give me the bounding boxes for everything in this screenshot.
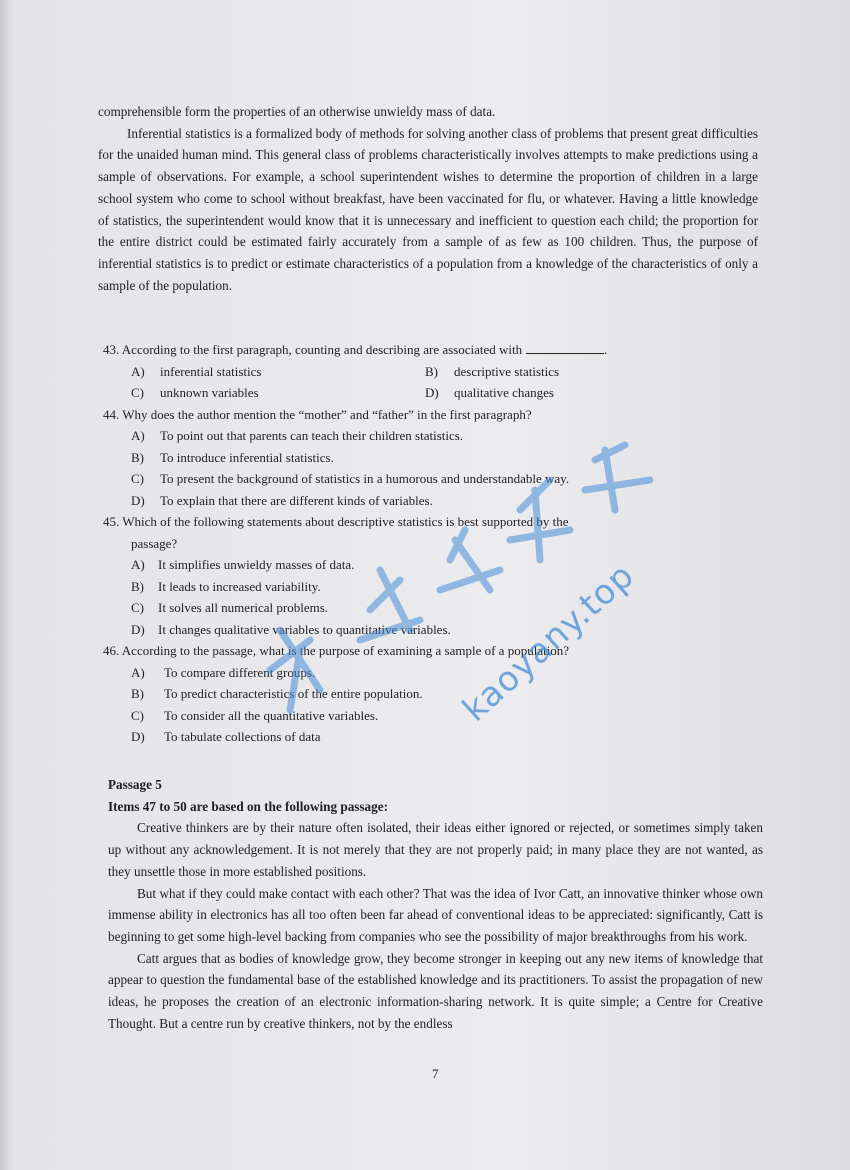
option-label: A) — [131, 557, 145, 572]
option-text: To introduce inferential statistics. — [160, 449, 334, 465]
passage5-paragraph-2: But what if they could make contact with each other? That was the idea of Ivor Catt, an innovative thinker whose own immense ability in electronics has all too often been far ahead of conventional ideas to be appreciated: significantly, Catt is beginning to get some high-level backing from companies who see the possibility of major breakthroughs from his work. — [108, 885, 763, 944]
option-text: To explain that there are different kinds of variables. — [160, 492, 433, 508]
option-text: To consider all the quantitative variables. — [164, 707, 379, 723]
question-46-stem: 46. According to the passage, what is the purpose of examining a sample of a population? — [103, 643, 570, 658]
passage5-paragraph-1: Creative thinkers are by their nature often isolated, their ideas either ignored or rejected, or sometimes simply taken up without any acknowledgement. It is not merely that they are not properly paid; in many place they are not wanted, as they unsettle those in more established positions. — [108, 820, 763, 879]
option-label: C) — [131, 600, 144, 615]
option-text: descriptive statistics — [454, 363, 560, 379]
question-43-stem: 43. According to the first paragraph, counting and describing are associated with — [103, 342, 523, 357]
passage5-title: Passage 5 — [108, 777, 162, 792]
question-44-stem: 44. Why does the author mention the “mother” and “father” in the first paragraph? — [103, 406, 532, 422]
option-text: qualitative changes — [454, 385, 554, 400]
option-label: C) — [131, 707, 144, 723]
passage4-paragraph-2: Inferential statistics is a formalized body of methods for solving another class of problems that present great difficulties for the unaided human mind. This general class of problems characteristically involves attempts to make predictions using a sample of observations. For example, a school superintendent wishes to determine the proportion of children in a large school system who come to school without breakfast, have been vaccinated for flu, or whatever. Having a little knowledge of statistics, the superintendent would know that it is unnecessary and inefficient to question each child; the proportion for the entire district could be estimated fairly accurately from a sample of as few as 100 children. Thus, the purpose of inferential statistics is to predict or estimate characteristics of a population from a knowledge of the characteristics of only a sample of the population. — [98, 125, 758, 293]
option-label: B) — [425, 363, 438, 379]
option-label: A) — [131, 664, 145, 680]
option-text: To predict characteristics of the entire population. — [164, 686, 423, 701]
passage4-line: comprehensible form the properties of an otherwise unwieldy mass of data. — [98, 104, 496, 119]
option-label: A) — [131, 428, 145, 443]
option-text: To present the background of statistics in a humorous and understandable way. — [160, 471, 570, 486]
option-label: C) — [131, 471, 144, 486]
option-label: B) — [131, 449, 144, 465]
option-text: inferential statistics — [160, 363, 262, 379]
option-text: To tabulate collections of data — [164, 729, 321, 744]
option-text: It simplifies unwieldy masses of data. — [158, 557, 355, 572]
option-label: D) — [131, 492, 145, 508]
option-text: To compare different groups. — [164, 664, 316, 680]
option-text: It leads to increased variability. — [158, 578, 321, 594]
page-number: 7 — [432, 1066, 439, 1081]
option-label: D) — [131, 729, 145, 744]
option-text: unknown variables — [160, 385, 259, 400]
question-45-stem: 45. Which of the following statements about descriptive statistics is best supported by the — [103, 514, 569, 529]
option-label: A) — [131, 363, 145, 379]
question-45-stem-cont: passage? — [131, 535, 178, 551]
passage4-text — [98, 101, 758, 296]
option-label: C) — [131, 385, 144, 400]
answer-blank — [526, 341, 604, 354]
option-label: D) — [131, 621, 145, 637]
option-text: It changes qualitative variables to quantitative variables. — [158, 621, 451, 637]
passage5 — [108, 774, 763, 1034]
passage5-paragraph-3: Catt argues that as bodies of knowledge grow, they become stronger in keeping out any new items of knowledge that appear to question the fundamental base of the established knowledge and its practitioners. To assist the propagation of new ideas, he proposes the creation of an electronic information-sharing network. It is quite simple; a Centre for Creative Thought. But a centre run by creative thinkers, not by the endless — [108, 950, 763, 1031]
option-label: B) — [131, 578, 144, 594]
option-label: D) — [425, 385, 439, 400]
option-text: To point out that parents can teach their children statistics. — [160, 428, 464, 443]
watermark-url: kaoyany.top — [455, 555, 643, 730]
option-label: B) — [131, 686, 144, 701]
passage5-subtitle: Items 47 to 50 are based on the following passage: — [108, 798, 388, 814]
option-text: It solves all numerical problems. — [158, 600, 329, 615]
question-43 — [103, 339, 723, 404]
question-43-end: . — [604, 342, 608, 357]
